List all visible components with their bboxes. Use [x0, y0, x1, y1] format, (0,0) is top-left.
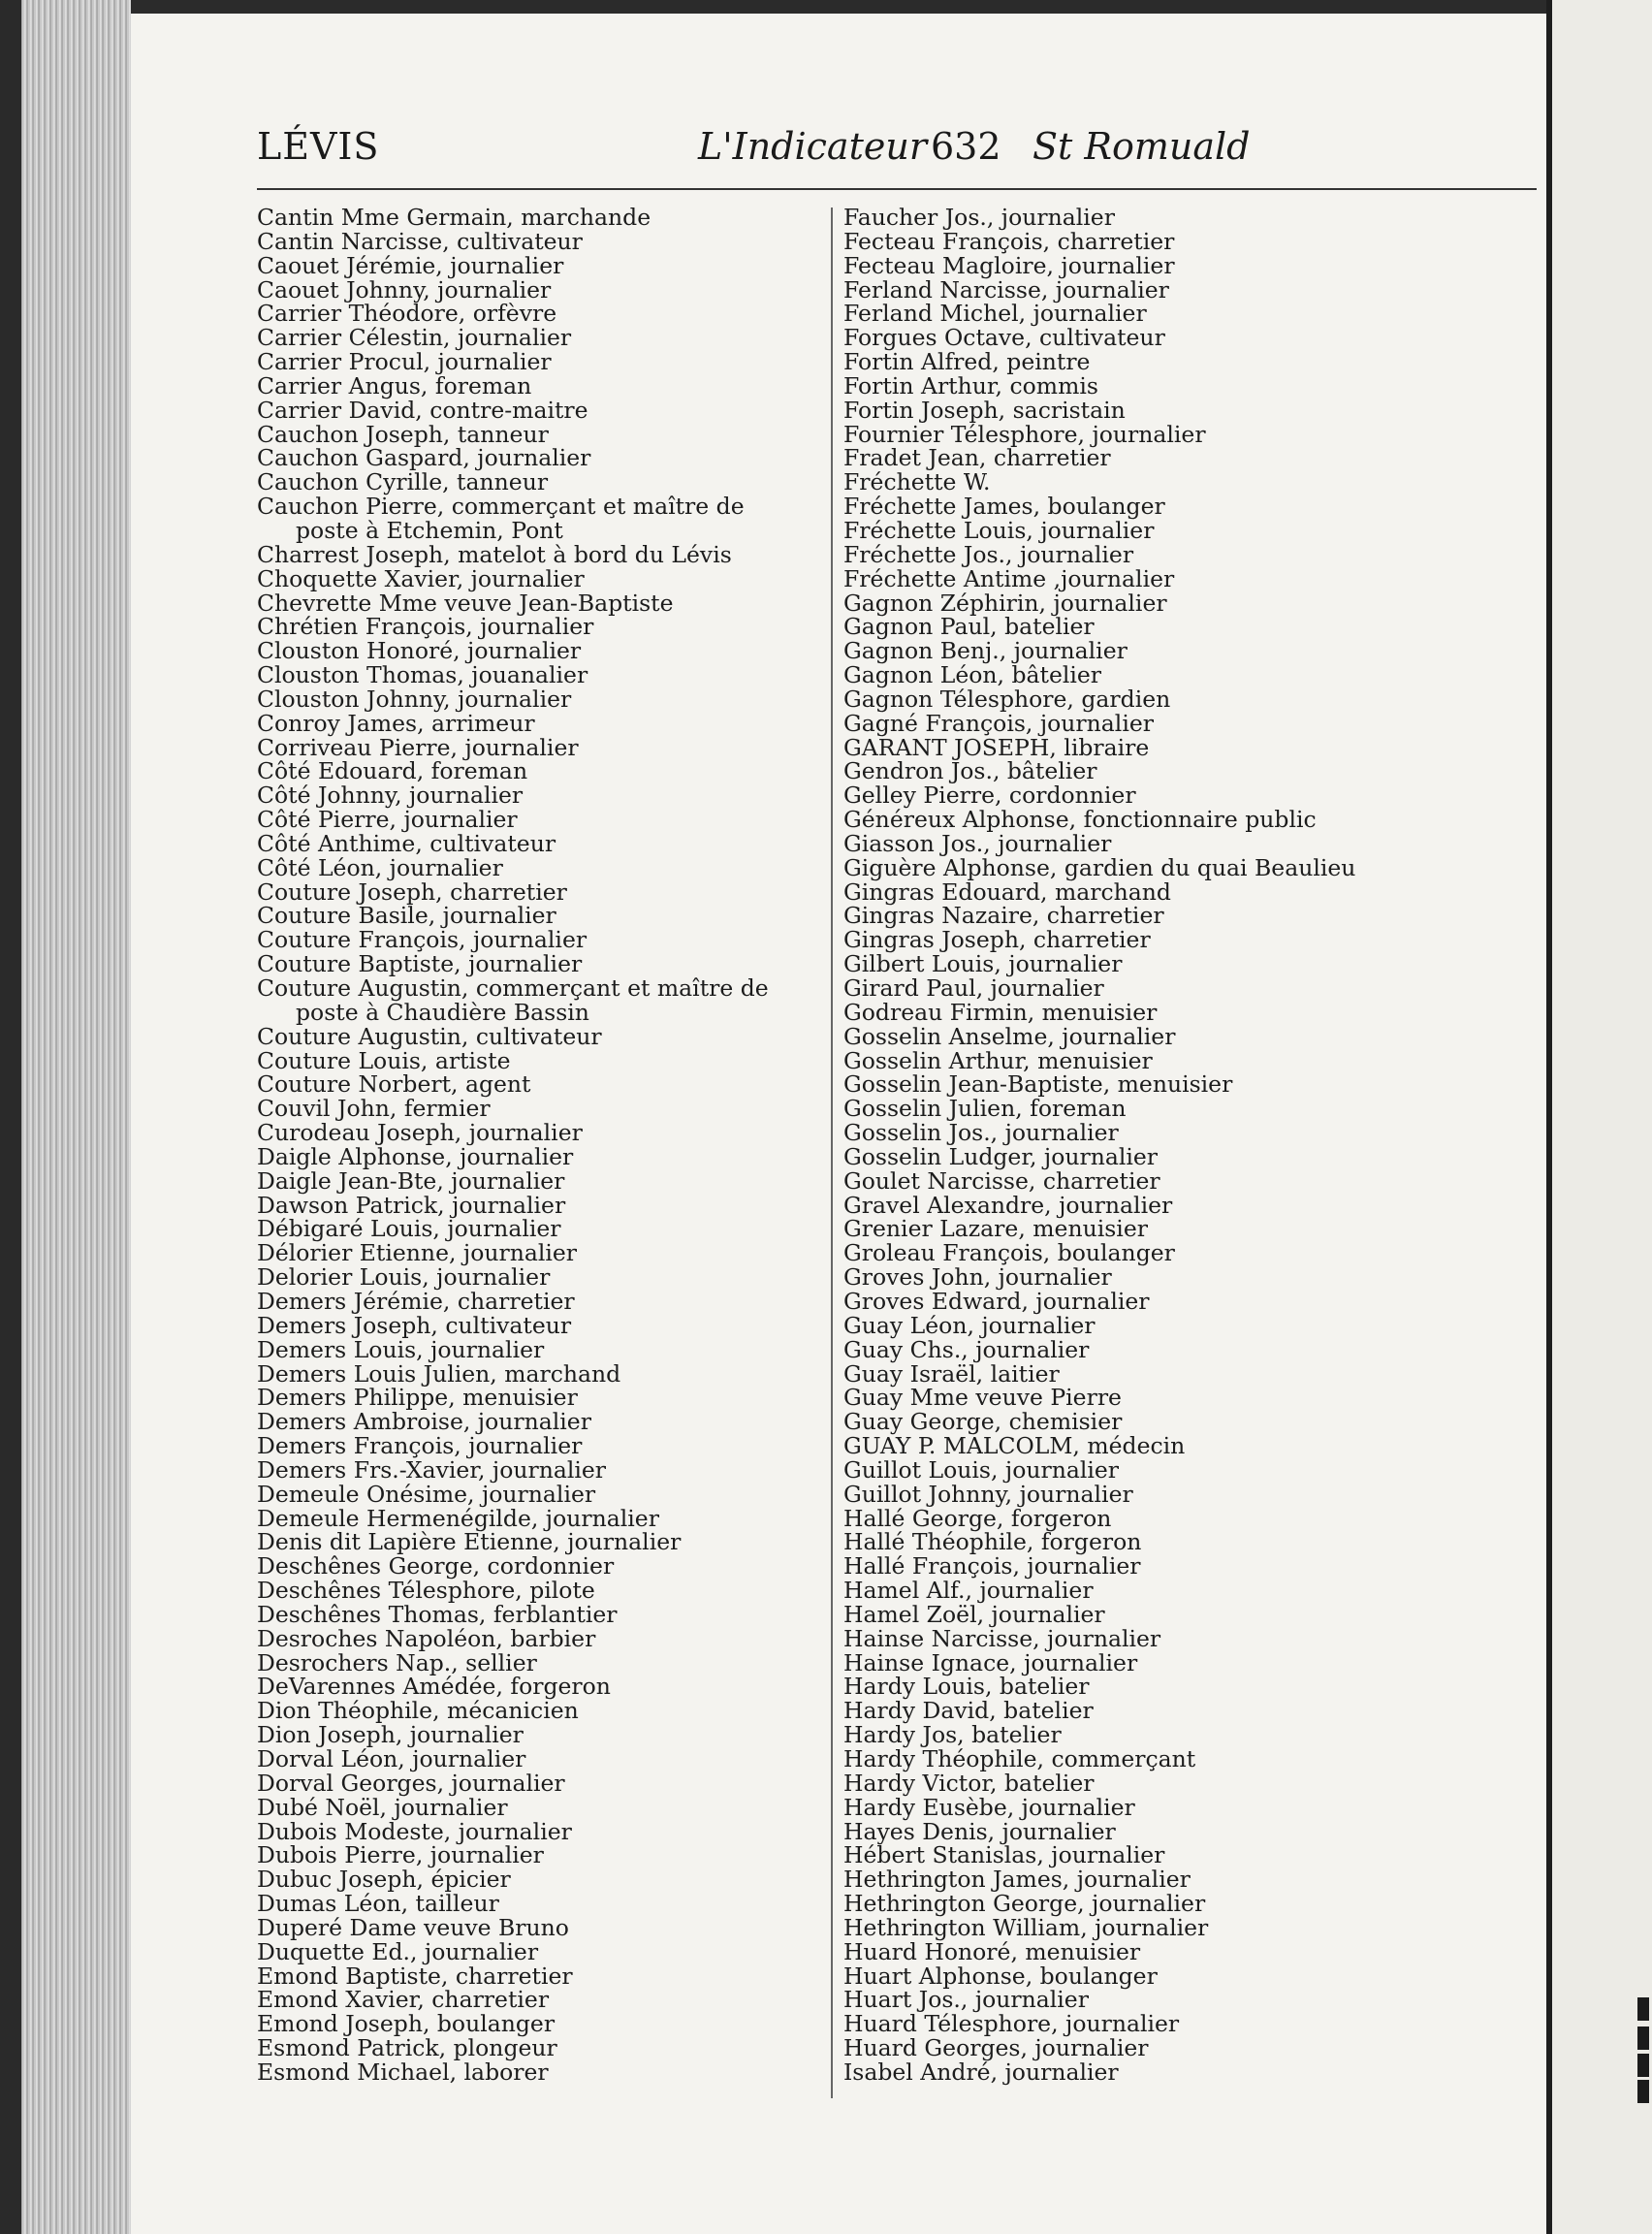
- directory-entry: Gosselin Jos., journalier: [843, 1119, 1119, 1147]
- directory-entry: Huard Georges, journalier: [843, 2034, 1149, 2062]
- directory-entry: Gosselin Jean-Baptiste, menuisier: [843, 1070, 1233, 1099]
- directory-entry: Giasson Jos., journalier: [843, 829, 1112, 857]
- directory-entry: Guillot Johnny, journalier: [843, 1480, 1133, 1508]
- directory-entry: Hayes Denis, journalier: [843, 1817, 1116, 1845]
- running-head: [257, 125, 1537, 183]
- directory-entry: poste à Etchemin, Pont: [296, 516, 563, 544]
- column-rule: [831, 207, 833, 2098]
- directory-entry: Demers Jérémie, charretier: [257, 1287, 575, 1315]
- directory-entry: Gosselin Anselme, journalier: [843, 1022, 1176, 1050]
- directory-entry: Faucher Jos., journalier: [843, 204, 1115, 231]
- directory-column-right: [843, 206, 1561, 2085]
- directory-entry: Fréchette James, boulanger: [843, 493, 1165, 521]
- directory-entry: Délorier Etienne, journalier: [257, 1239, 578, 1267]
- directory-entry: Deschênes George, cordonnier: [257, 1552, 615, 1580]
- directory-entry: Dion Joseph, journalier: [257, 1721, 524, 1749]
- directory-entry: Chrétien François, journalier: [257, 613, 594, 641]
- directory-entry: Gingras Edouard, marchand: [843, 878, 1171, 906]
- directory-entry: Groves Edward, journalier: [843, 1287, 1150, 1315]
- directory-entry: Gosselin Julien, foreman: [843, 1095, 1127, 1123]
- directory-entry: Emond Baptiste, charretier: [257, 1962, 573, 1990]
- directory-entry: poste à Chaudière Bassin: [296, 998, 589, 1026]
- directory-entry: Giguère Alphonse, gardien du quai Beaulieu: [843, 853, 1356, 881]
- directory-entry: Couture Norbert, agent: [257, 1070, 531, 1099]
- directory-column-left: [257, 206, 824, 2085]
- page-number: 632: [931, 125, 1001, 168]
- directory-entry: Demers Joseph, cultivateur: [257, 1311, 572, 1339]
- directory-entry: Duperé Dame veuve Bruno: [257, 1913, 569, 1941]
- directory-entry: Forgues Octave, cultivateur: [843, 324, 1165, 352]
- directory-entry: Hallé Théophile, forgeron: [843, 1528, 1142, 1556]
- directory-entry: Hamel Zoël, journalier: [843, 1600, 1105, 1628]
- directory-entry: DeVarennes Amédée, forgeron: [257, 1673, 611, 1701]
- directory-entry: GUAY P. MALCOLM, médecin: [843, 1432, 1186, 1460]
- directory-entry: Gosselin Arthur, menuisier: [843, 1046, 1153, 1074]
- directory-entry: Huard Honoré, menuisier: [843, 1937, 1141, 1965]
- directory-entry: Généreux Alphonse, fonctionnaire public: [843, 806, 1317, 834]
- directory-entry: Huart Alphonse, boulanger: [843, 1962, 1158, 1990]
- directory-entry: Huart Jos., journalier: [843, 1986, 1089, 2014]
- directory-entry: Fortin Alfred, peintre: [843, 348, 1091, 376]
- directory-entry: Cauchon Pierre, commerçant et maître de: [257, 493, 745, 521]
- directory-entry: Curodeau Joseph, journalier: [257, 1119, 583, 1147]
- directory-entry: Fortin Joseph, sacristain: [843, 396, 1126, 424]
- directory-entry: Clouston Honoré, journalier: [257, 637, 582, 665]
- directory-entry: Guay Israël, laitier: [843, 1359, 1060, 1388]
- directory-entry: Deschênes Thomas, ferblantier: [257, 1600, 618, 1628]
- directory-entry: Côté Johnny, journalier: [257, 782, 524, 810]
- facing-page-edge: [1546, 0, 1652, 2234]
- directory-entry: Fournier Télesphore, journalier: [843, 420, 1206, 448]
- directory-entry: Conroy James, arrimeur: [257, 709, 535, 737]
- directory-entry: Gagnon Benj., journalier: [843, 637, 1128, 665]
- directory-entry: Hainse Narcisse, journalier: [843, 1624, 1161, 1652]
- directory-entry: Gosselin Ludger, journalier: [843, 1142, 1159, 1170]
- book-page-edges: [0, 0, 131, 2234]
- directory-entry: Fradet Jean, charretier: [843, 444, 1111, 472]
- directory-entry: Dubois Modeste, journalier: [257, 1817, 572, 1845]
- directory-page: [131, 0, 1546, 2234]
- directory-entry: Gagnon Léon, bâtelier: [843, 661, 1102, 689]
- directory-entry: Girard Paul, journalier: [843, 974, 1104, 1002]
- directory-entry: Groleau François, boulanger: [843, 1239, 1175, 1267]
- directory-entry: Emond Xavier, charretier: [257, 1986, 550, 2014]
- directory-entry: Denis dit Lapière Etienne, journalier: [257, 1528, 682, 1556]
- directory-entry: Couture Baptiste, journalier: [257, 950, 583, 978]
- directory-entry: Fecteau François, charretier: [843, 227, 1175, 255]
- facing-page-text-fragment: [1637, 1997, 1649, 2021]
- directory-entry: Fréchette W.: [843, 468, 991, 496]
- directory-entry: Dubois Pierre, journalier: [257, 1841, 544, 1869]
- directory-entry: Gingras Nazaire, charretier: [843, 902, 1164, 930]
- directory-entry: Guay Chs., journalier: [843, 1335, 1090, 1363]
- directory-entry: Guay Mme veuve Pierre: [843, 1384, 1122, 1412]
- directory-entry: Hardy Jos, batelier: [843, 1721, 1062, 1749]
- facing-page-text-fragment: [1637, 2080, 1649, 2103]
- directory-entry: Côté Edouard, foreman: [257, 757, 528, 785]
- directory-entry: Gravel Alexandre, journalier: [843, 1191, 1173, 1219]
- directory-entry: Hébert Stanislas, journalier: [843, 1841, 1165, 1869]
- directory-entry: Esmond Michael, laborer: [257, 2058, 549, 2086]
- directory-entry: Desroches Napoléon, barbier: [257, 1624, 596, 1652]
- directory-entry: Dumas Léon, tailleur: [257, 1890, 499, 1918]
- directory-entry: Gendron Jos., bâtelier: [843, 757, 1097, 785]
- directory-entry: Demers Frs.-Xavier, journalier: [257, 1455, 607, 1484]
- directory-entry: Fréchette Jos., journalier: [843, 540, 1134, 568]
- directory-entry: Dubuc Joseph, épicier: [257, 1866, 511, 1894]
- directory-entry: Daigle Alphonse, journalier: [257, 1142, 574, 1170]
- directory-entry: Hardy Louis, batelier: [843, 1673, 1090, 1701]
- facing-page-text-fragment: [1637, 2054, 1649, 2077]
- directory-entry: Carrier Célestin, journalier: [257, 324, 572, 352]
- directory-entry: Couture Basile, journalier: [257, 902, 556, 930]
- directory-entry: Isabel André, journalier: [843, 2058, 1119, 2086]
- directory-entry: Gagné François, journalier: [843, 709, 1154, 737]
- directory-entry: Couture François, journalier: [257, 926, 588, 954]
- directory-entry: Gagnon Paul, batelier: [843, 613, 1095, 641]
- directory-entry: Gelley Pierre, cordonnier: [843, 782, 1136, 810]
- directory-entry: Desrochers Nap., sellier: [257, 1648, 537, 1676]
- directory-entry: Demers Louis Julien, marchand: [257, 1359, 621, 1388]
- directory-entry: Hardy David, batelier: [843, 1697, 1094, 1725]
- directory-entry: Hethrington William, journalier: [843, 1913, 1209, 1941]
- directory-entry: Carrier David, contre-maitre: [257, 396, 588, 424]
- directory-entry: Demers Ambroise, journalier: [257, 1408, 591, 1436]
- directory-entry: Guay George, chemisier: [843, 1408, 1123, 1436]
- directory-entry: Côté Pierre, journalier: [257, 806, 518, 834]
- directory-entry: Guay Léon, journalier: [843, 1311, 1096, 1339]
- directory-entry: Dubé Noël, journalier: [257, 1793, 508, 1821]
- directory-entry: Fortin Arthur, commis: [843, 371, 1098, 399]
- directory-entry: Daigle Jean-Bte, journalier: [257, 1166, 565, 1195]
- directory-entry: Groves John, journalier: [843, 1263, 1112, 1292]
- directory-entry: Clouston Thomas, jouanalier: [257, 661, 588, 689]
- directory-entry: Couture Augustin, commerçant et maître de: [257, 974, 769, 1002]
- directory-entry: Gagnon Zéphirin, journalier: [843, 589, 1167, 617]
- directory-entry: Hainse Ignace, journalier: [843, 1648, 1138, 1676]
- directory-entry: Dorval Georges, journalier: [257, 1769, 565, 1797]
- directory-entry: Demers Philippe, menuisier: [257, 1384, 578, 1412]
- directory-entry: Gagnon Télesphore, gardien: [843, 685, 1171, 713]
- directory-entry: Guillot Louis, journalier: [843, 1455, 1120, 1484]
- directory-entry: Caouet Jérémie, journalier: [257, 251, 564, 279]
- directory-entry: Caouet Johnny, journalier: [257, 275, 552, 303]
- directory-entry: Cauchon Gaspard, journalier: [257, 444, 591, 472]
- directory-entry: Hethrington James, journalier: [843, 1866, 1191, 1894]
- directory-entry: Demers Louis, journalier: [257, 1335, 545, 1363]
- directory-entry: Hardy Eusèbe, journalier: [843, 1793, 1135, 1821]
- directory-entry: Demeule Onésime, journalier: [257, 1480, 596, 1508]
- directory-entry: Carrier Angus, foreman: [257, 371, 532, 399]
- directory-entry: Côté Anthime, cultivateur: [257, 829, 556, 857]
- directory-entry: Emond Joseph, boulanger: [257, 2010, 556, 2038]
- directory-entry: Couture Augustin, cultivateur: [257, 1022, 602, 1050]
- directory-entry: Duquette Ed., journalier: [257, 1937, 539, 1965]
- directory-entry: Hamel Alf., journalier: [843, 1577, 1094, 1605]
- directory-entry: Goulet Narcisse, charretier: [843, 1166, 1160, 1195]
- directory-entry: Couture Joseph, charretier: [257, 878, 567, 906]
- directory-entry: Gilbert Louis, journalier: [843, 950, 1123, 978]
- directory-entry: Cauchon Joseph, tanneur: [257, 420, 549, 448]
- directory-entry: Demers François, journalier: [257, 1432, 583, 1460]
- directory-entry: Deschênes Télesphore, pilote: [257, 1577, 595, 1605]
- running-head-publication: L'Indicateur: [698, 125, 927, 168]
- directory-entry: Hardy Victor, batelier: [843, 1769, 1095, 1797]
- directory-entry: Hallé François, journalier: [843, 1552, 1141, 1580]
- directory-entry: Corriveau Pierre, journalier: [257, 733, 579, 761]
- directory-entry: Dorval Léon, journalier: [257, 1745, 526, 1772]
- directory-entry: Carrier Procul, journalier: [257, 348, 552, 376]
- directory-entry: Fréchette Louis, journalier: [843, 516, 1155, 544]
- directory-entry: Hardy Théophile, commerçant: [843, 1745, 1196, 1772]
- directory-entry: Huard Télesphore, journalier: [843, 2010, 1180, 2038]
- running-head-place: LÉVIS: [257, 125, 380, 168]
- directory-entry: Côté Léon, journalier: [257, 853, 503, 881]
- directory-entry: Couvil John, fermier: [257, 1095, 491, 1123]
- directory-entry: Delorier Louis, journalier: [257, 1263, 551, 1292]
- directory-entry: Carrier Théodore, orfèvre: [257, 300, 557, 328]
- directory-entry: Ferland Michel, journalier: [843, 300, 1147, 328]
- directory-entry: Gingras Joseph, charretier: [843, 926, 1151, 954]
- directory-entry: Cauchon Cyrille, tanneur: [257, 468, 549, 496]
- directory-entry: Dawson Patrick, journalier: [257, 1191, 566, 1219]
- directory-entry: Charrest Joseph, matelot à bord du Lévis: [257, 540, 732, 568]
- directory-entry: Clouston Johnny, journalier: [257, 685, 572, 713]
- header-rule: [257, 188, 1537, 190]
- directory-entry: Couture Louis, artiste: [257, 1046, 511, 1074]
- directory-entry: Débigaré Louis, journalier: [257, 1215, 561, 1243]
- facing-page-text-fragment: [1637, 2027, 1649, 2050]
- directory-entry: Choquette Xavier, journalier: [257, 564, 585, 592]
- directory-entry: Hethrington George, journalier: [843, 1890, 1206, 1918]
- running-head-parish: St Romuald: [1032, 125, 1251, 168]
- directory-entry: GARANT JOSEPH, libraire: [843, 733, 1150, 761]
- directory-entry: Fecteau Magloire, journalier: [843, 251, 1175, 279]
- directory-entry: Cantin Narcisse, cultivateur: [257, 227, 583, 255]
- directory-entry: Hallé George, forgeron: [843, 1504, 1112, 1532]
- directory-entry: Esmond Patrick, plongeur: [257, 2034, 557, 2062]
- directory-entry: Demeule Hermenégilde, journalier: [257, 1504, 659, 1532]
- directory-entry: Dion Théophile, mécanicien: [257, 1697, 579, 1725]
- directory-entry: Grenier Lazare, menuisier: [843, 1215, 1148, 1243]
- directory-entry: Godreau Firmin, menuisier: [843, 998, 1158, 1026]
- directory-entry: Ferland Narcisse, journalier: [843, 275, 1169, 303]
- directory-entry: Chevrette Mme veuve Jean-Baptiste: [257, 589, 674, 617]
- directory-entry: Fréchette Antime ,journalier: [843, 564, 1175, 592]
- directory-entry: Cantin Mme Germain, marchande: [257, 204, 651, 231]
